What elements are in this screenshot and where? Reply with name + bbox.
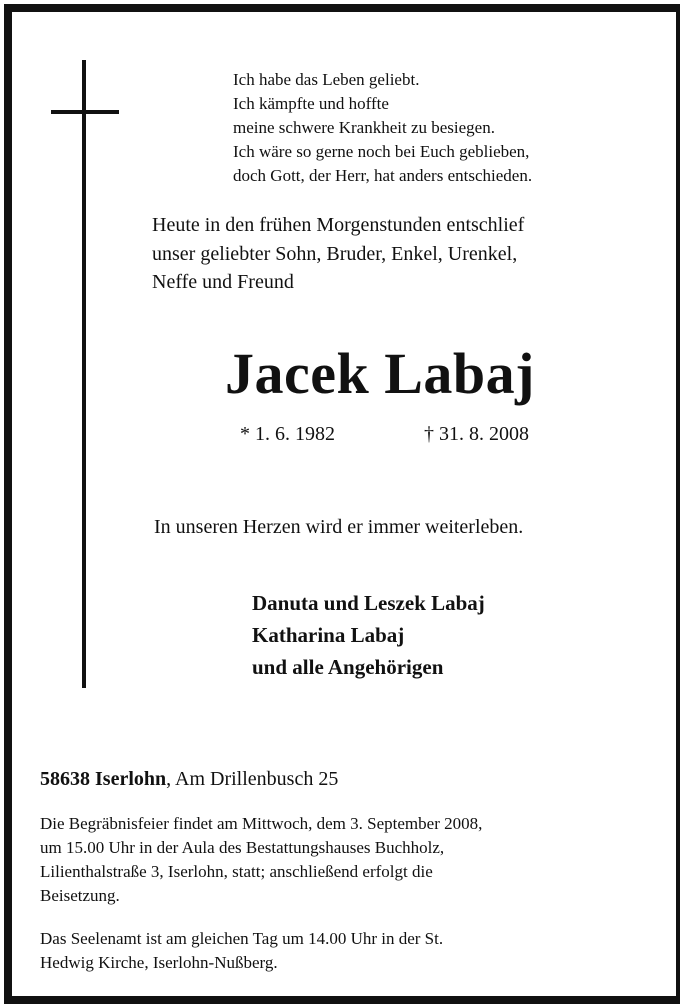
epitaph: In unseren Herzen wird er immer weiterleben. — [154, 516, 524, 538]
mass-line: Das Seelenamt ist am gleichen Tag um 14.00 Uhr in der St. — [40, 929, 444, 948]
obituary-frame — [4, 4, 680, 1004]
ceremony-line: Die Begräbnisfeier findet am Mittwoch, dem 3. September 2008, — [40, 814, 483, 833]
cross-icon-beam — [51, 110, 119, 114]
poem — [233, 68, 532, 188]
intro-line: Neffe und Freund — [152, 271, 294, 293]
intro-text — [152, 211, 524, 297]
ceremony-line: Beisetzung. — [40, 886, 120, 905]
poem-line: Ich habe das Leben geliebt. — [233, 70, 420, 89]
address-city: 58638 Iserlohn — [40, 768, 167, 790]
ceremony-line: Lilienthalstraße 3, Iserlohn, statt; anschließend erfolgt die — [40, 862, 433, 881]
family-line: Katharina Labaj — [252, 623, 405, 647]
cross-icon — [82, 60, 86, 688]
mass-line: Hedwig Kirche, Iserlohn-Nußberg. — [40, 953, 278, 972]
address — [40, 765, 338, 793]
poem-line: Ich wäre so gerne noch bei Euch geblieben, — [233, 142, 530, 161]
deceased-name: Jacek Labaj — [225, 341, 535, 406]
intro-line: unser geliebter Sohn, Bruder, Enkel, Urenkel, — [152, 242, 518, 265]
poem-line: doch Gott, der Herr, hat anders entschieden. — [233, 166, 533, 185]
birth-date: * 1. 6. 1982 — [240, 423, 335, 445]
family-line: und alle Angehörigen — [252, 655, 444, 679]
family-line: Danuta und Leszek Labaj — [252, 591, 485, 615]
requiem-mass-info — [40, 927, 443, 975]
poem-line: Ich kämpfte und hoffte — [233, 94, 389, 113]
intro-line: Heute in den frühen Morgenstunden entschlief — [152, 214, 525, 236]
funeral-ceremony-info — [40, 812, 482, 908]
ceremony-line: um 15.00 Uhr in der Aula des Bestattungshauses Buchholz, — [40, 838, 445, 857]
death-date: † 31. 8. 2008 — [424, 423, 529, 445]
poem-line: meine schwere Krankheit zu besiegen. — [233, 118, 495, 137]
family-signatures — [252, 587, 485, 683]
address-street: , Am Drillenbusch 25 — [166, 768, 339, 790]
